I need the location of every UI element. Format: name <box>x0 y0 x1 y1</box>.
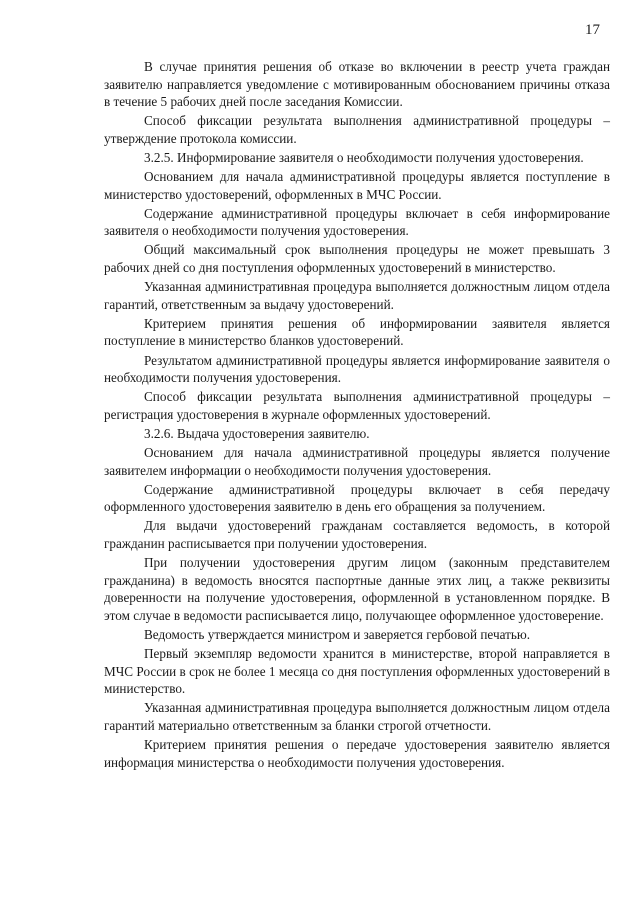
paragraph-issue-content: Содержание административной процедуры включает в себя передачу оформленного удостоверения заявителю в день его обращения за получением. <box>104 481 610 515</box>
paragraph-fixation-method: Способ фиксации результата выполнения административной процедуры – утверждение протокола комиссии. <box>104 113 610 146</box>
paragraph-fixation-registration: Способ фиксации результата выполнения административной процедуры – регистрация удостоверения в журнале оформленных удостоверений. <box>104 389 610 422</box>
paragraph-criterion: Критерием принятия решения об информировании заявителя является поступление в министерство бланков удостоверений. <box>104 315 610 349</box>
paragraph-result: Результатом административной процедуры является информирование заявителя о необходимости получения удостоверения. <box>104 352 610 386</box>
section-heading-3-2-5: 3.2.5. Информирование заявителя о необходимости получения удостоверения. <box>144 149 584 165</box>
paragraph-issue-criterion: Критерием принятия решения о передаче удостоверения заявителю является информация министерства о необходимости получения удостоверения. <box>104 736 610 770</box>
paragraph-copies: Первый экземпляр ведомости хранится в министерстве, второй направляется в МЧС России в срок не более 1 месяца со дня поступления оформленных удостоверений в министерство. <box>104 646 610 697</box>
document-body <box>104 58 610 773</box>
section-heading-3-2-6: 3.2.6. Выдача удостоверения заявителю. <box>144 425 370 441</box>
paragraph-representative: При получении удостоверения другим лицом (законным представителем гражданина) в ведомость вносятся паспортные данные этих лиц, а также реквизиты доверенности на получение удостоверения, оформленной в установленном порядке. В этом случае в ведомости расписывается лицо, получающее оформленное удостоверение. <box>104 555 610 623</box>
paragraph-max-term: Общий максимальный срок выполнения процедуры не может превышать 3 рабочих дней со дня поступления оформленных удостоверений в министерство. <box>104 242 610 276</box>
paragraph-approval: Ведомость утверждается министром и заверяется гербовой печатью. <box>144 626 531 642</box>
paragraph-statement: Для выдачи удостоверений гражданам составляется ведомость, в которой гражданин расписывается при получении удостоверения. <box>104 518 610 551</box>
paragraph-basis: Основанием для начала административной процедуры является поступление в министерство удостоверений, оформленных в МЧС России. <box>104 169 610 202</box>
paragraph-refusal-notice: В случае принятия решения об отказе во включении в реестр учета граждан заявителю направляется уведомление с мотивированным обоснованием причины отказа в течение 5 рабочих дней после заседания Комиссии. <box>104 59 610 110</box>
paragraph-issue-responsible: Указанная административная процедура выполняется должностным лицом отдела гарантий материально ответственным за бланки строгой отчетности. <box>104 700 610 733</box>
paragraph-issue-basis: Основанием для начала административной процедуры является получение заявителем информации о необходимости получения удостоверения. <box>104 444 610 478</box>
page-number: 17 <box>585 22 600 38</box>
paragraph-content: Содержание административной процедуры включает в себя информирование заявителя о необходимости получения удостоверения. <box>104 205 610 239</box>
paragraph-responsible: Указанная административная процедура выполняется должностным лицом отдела гарантий, ответственным за выдачу удостоверений. <box>104 279 610 312</box>
